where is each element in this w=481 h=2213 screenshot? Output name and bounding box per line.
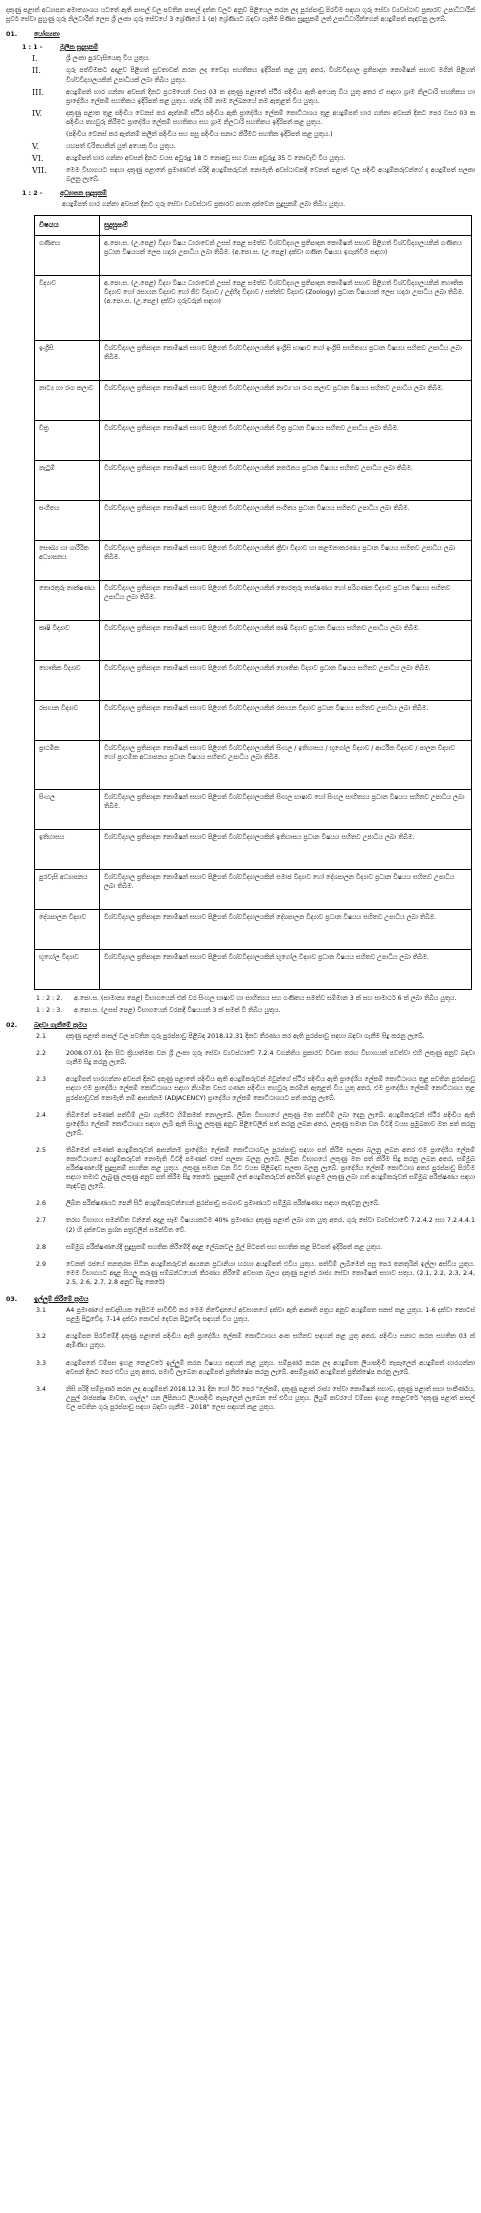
table-row — [35, 869, 472, 909]
item-text: දකුණු පළාත තුළ පදිංචිය වෙනස් කර ඇත්නම් ස්ථිර පදිංචිය ඇති ප්‍රාදේශීය ලේකම් කොට්ඨාශය තුළ අයදුම්පත් භාර ගන්නා අවසන් දිනට පෙර වසර 03 ක පදිංචිය තහවුරු කිරීමට ප්‍රාදේශීය ලේකම් සහතිකය සහ ග්‍රාම නිලධාරි සහතිකය ඉදිරිපත් කළ යුතුය. — [66, 109, 475, 126]
item-number: 2.3 — [36, 1076, 47, 1084]
qualification-cell: අ.පො.ස. (උ.පෙළ) විද්‍යා විෂය ධාරාවෙන් උසස් පෙළ සමත්ව විශ්වවිද්‍යාල ප්‍රතිපාදන කොමිෂන් සභාව පිළිගත් විශ්වවිද්‍යාලයකින් භෞතික විද්‍යාව හෝ රසායන විද්‍යාව හෝ ජීව විද්‍යාව / උද්භිද විද්‍යාව / සත්ත්ව විද්‍යාව (Zoology) ප්‍රධාන විෂයයක් ලෙස හදාරා උපාධිය ලබා තිබීම. (අ.පො.ස. (උ.පෙළ) දක්වා ගුරුවරුන් සඳහා) — [100, 275, 472, 340]
education-intro: අයදුම්පත් භාර ගන්නා අවසන් දිනට ගුරු සේවා ව්‍යවස්ථාව ප්‍රකාරව පහත දක්වෙන සුදුසුකම් ලබා තිබිය යුතුය. — [62, 200, 346, 208]
item-number: 3.3 — [36, 1359, 47, 1367]
table-header-row — [35, 215, 472, 235]
item-number — [32, 130, 66, 139]
qualification-cell: විශ්වවිද්‍යාල ප්‍රතිපාදන කොමිෂන් සභාව පිළිගත් විශ්වවිද්‍යාලයකින් ඉංග්‍රීසි භාෂාව හෝ ඉංග්‍රීසි සාහිත්‍යය ප්‍රධාන විෂයය සහිතව උපාධිය ලබා තිබීම. — [100, 340, 472, 380]
item-number: VI. — [32, 154, 44, 164]
item-number: 2.9 — [36, 1260, 47, 1268]
table-note — [36, 1006, 475, 1015]
basic-qualifications-list — [6, 54, 475, 184]
list-item — [36, 1243, 475, 1252]
item-text: වෙනත් රජයේ තනතුරක සිටින අයදුම්කරුවන් ආයතන ප්‍රධානියා හරහා අයදුම්පත් එවිය යුතුය. පත්වීම් ලැබීමෙන් පසු පෙර තනතුරින් ඉල්ලා අස්විය යුතුය. මෙම විභාගයට අදාළ සියලු කරුණු සම්බන්ධයෙන් තීරණය කිරීමේ අවසාන බලය දකුණු පළාත් රාජ්‍ය සේවා කොමිෂන් සභාව සතුය. (2.1, 2.2, 2.3, 2.4, 2.5, 2.6, 2.7, 2.8 අනුව සිදු කෙරේ) — [66, 1260, 475, 1286]
qualification-cell: විශ්වවිද්‍යාල ප්‍රතිපාදන කොමිෂන් සභාව පිළිගත් විශ්වවිද්‍යාලයකින් ක්‍රීඩා විද්‍යාව හා කළමනාකරණය ප්‍රධාන විෂයය සහිතව උපාධිය ලබා තිබීම. — [100, 540, 472, 580]
table-row — [35, 500, 472, 540]
item-number: 3.1 — [36, 1307, 47, 1315]
item-text: ගුරු පත්වීමකට අදාළව පිළිගත් සුවතාවක් කරන ලද වෛද්‍ය සහතිකය ඉදිරිපත් කළ යුතු අතර, විශ්වවිද්‍යාල ප්‍රතිපාදන කොමිෂන් සභාව මගින් පිළිගත් විශ්වවිද්‍යාලයකින් උපාධියක් ලබා තිබිය යුතුය. — [66, 67, 475, 84]
item-text: අයදුම්පත් භාරගන්නා අවසන් දිනට දකුණු පළාතේ පදිංචිය ඇති අයදුම්කරුවන් ඔවුන්ගේ ස්ථිර පදිංචිය ඇති ප්‍රාදේශීය ලේකම් කොට්ඨාශය තුළ පවතින පුරප්පාඩු සඳහා එම ප්‍රාදේශීය ලේකම් කොට්ඨාශය සඳහා නියමිත වසර ගණන පදිංචිය තහවුරු කරමින් ඇතුළත් විය යුතු අතර, එම ප්‍රාදේශීය ලේකම් කොට්ඨාශය තුළ පුරප්පාඩුවක් නොමැති නම් ආසන්නම (ADJACENCY) ප්‍රාදේශීය ලේකම් කොට්ඨාශයට පත් කරනු ලැබේ. — [66, 1076, 475, 1102]
list-item — [36, 1146, 475, 1191]
item-number: 3.2 — [36, 1333, 47, 1341]
item-number: 2.2 — [36, 1050, 47, 1058]
subject-cell: තොරතුරු තාක්ෂණය — [35, 580, 100, 620]
list-item — [32, 142, 475, 151]
subject-cell: ඉතිහාසය — [35, 829, 100, 869]
item-number: VII. — [32, 166, 47, 176]
subject-cell: සංගීතය — [35, 500, 100, 540]
item-number: 2.8 — [36, 1243, 47, 1251]
list-item — [36, 1199, 475, 1208]
subject-cell: කෘෂි විද්‍යාව — [35, 620, 100, 660]
item-text: තරඟ විභාගය සමන්විත වන්නේ අදාළ සෑම විෂයයකටම 40% ප්‍රමාණය දකුණු පළාත් ලබා ගත යුතු අතර, ගුරු සේවා ව්‍යවස්ථාවේ 7.2.4.2 සහ 7.2.4.4.1 (2) හි දක්වෙන ප්‍රශ්න පත්‍රවලින් සමන්විත වේ. — [66, 1217, 475, 1234]
qualification-cell: අ.පො.ස. (උ.පෙළ) විද්‍යා විෂය ධාරාවෙන් උසස් පෙළ සමත්ව විශ්වවිද්‍යාල ප්‍රතිපාදන කොමිෂන් සභාව පිළිගත් විශ්වවිද්‍යාලයකින් ගණිතය ප්‍රධාන විෂයයක් ලෙස හදාරා උපාධිය ලබා තිබීම. (අ.පො.ස. (උ.පෙළ) දක්වා ගණිත විෂයය ඉගැන්වීම සඳහා) — [100, 235, 472, 275]
table-row — [35, 829, 472, 869]
list-item — [32, 109, 475, 127]
item-text: අයදුම්පත් භාර ගන්නා අවසන් දිනට වයස අවුරුදු 18 ට නොඅඩු සහ වයස අවුරුදු 35 ට නොවැඩි විය යුතුය. — [66, 155, 346, 163]
qualification-cell: විශ්වවිද්‍යාල ප්‍රතිපාදන කොමිෂන් සභාව පිළිගත් විශ්වවිද්‍යාලයකින් කෘෂි විද්‍යාව ප්‍රධාන විෂයය සහිතව උපාධිය ලබා තිබීම. — [100, 620, 472, 660]
qualification-cell: විශ්වවිද්‍යාල ප්‍රතිපාදන කොමිෂන් සභාව පිළිගත් විශ්වවිද්‍යාලයකින් නාට්‍ය හා රංග කලාව ප්‍රධාන විෂයය සහිතව උපාධිය ලබා තිබීම. — [100, 380, 472, 420]
column-header-qualification: සුදුසුකම් — [100, 215, 472, 235]
item-text: ශ්‍රී ලංකා පුරවැසියෙකු විය යුතුය. — [66, 55, 151, 63]
item-number: V. — [32, 142, 39, 152]
item-number: IV. — [32, 108, 43, 118]
note-number: 1 : 2 : 3. — [36, 1006, 63, 1014]
item-number: 3.4 — [36, 1385, 47, 1393]
section-number: 02. — [6, 1021, 18, 1029]
table-row — [35, 460, 472, 500]
intro-paragraph: දකුණු පළාත් අධ්‍යාපන අමාත්‍යාංශය යටතේ ඇති පාසල් වල පවතින පාසල් දත්ත වලට අනුව පිළියෙල කරන ලද පුරප්පාඩු පිරවීම සඳහා ගුරු සේවා ව්‍යවස්ථාව ප්‍රකාරව උපාධිධාරීන් පූර්ව සේවා පුහුණු ගුරු නිලධාරීන් ලෙස ශ්‍රී ලංකා ගුරු සේවයේ 3 ශ්‍රේණියේ 1 (අ) ශ්‍රේණියට බඳවා ගැනීම පිණිස සුදුසුකම් ලත් උපාධිධාරීන්ගෙන් අයදුම්පත් කැඳවනු ලැබේ. — [6, 7, 475, 24]
item-text: අයදුම්පතේ වම්පස ඉහළ කෙළවරේ ඉල්ලුම් කරන විෂයය සඳහන් කළ යුතුය. සම්පූර්ණ කරන ලද අයදුම්පත ලියාපදිංචි තැපෑලෙන් අයදුම්පත් භාරගන්නා අවසන් දිනට පෙර එවිය යුතු අතර, පමාවී ලැබෙන අයදුම්පත් ප්‍රතික්ෂේප කරනු ලැබේ. අසම්පූර්ණ අයදුම්පත් ප්‍රතික්ෂේප කරනු ලැබේ. — [66, 1359, 475, 1376]
list-item — [36, 1385, 475, 1412]
subject-cell: විද්‍යාව — [35, 275, 100, 340]
subject-cell: ප්‍රාථමික — [35, 740, 100, 789]
item-text: තිබීමෙන් පමණක් පත්වීම් ලබා ගැනීමට හිමිකමක් නොලැබේ. ලිඛිත විභාගයේ ලකුණු මත පත්වීම් ලබා දෙනු ලැබේ. අයදුම්කරුවන් ස්ථිර පදිංචිය ඇති ප්‍රාදේශීය ලේකම් කොට්ඨාශය සඳහා ලැබී ඇති සියලු ලකුණු අනුව පිළිවෙලින් පත් කරනු ලබන අතර, ලකුණු සමාන වන විටදී වයස ප්‍රමුඛතාව මත පත් කරනු ලැබේ. — [66, 1111, 475, 1137]
list-item — [32, 66, 475, 84]
item-number: 2.1 — [36, 1033, 47, 1041]
list-item — [36, 1332, 475, 1350]
item-text: A4 ප්‍රමාණයේ කඩදාසියක දෙපිටම පාවිච්චි කර මෙම නිවේදනයේ අවසානයේ දක්වා ඇති ආකෘති පත්‍රය අනුව අයදුම්පත සකස් කළ යුතුය. 1-6 දක්වා කොටස් පළමු පිටුවේද, 7-14 දක්වා කොටස් දෙවන පිටුවේද සඳහන් විය යුතුය. — [66, 1307, 475, 1324]
item-text: 2008.07.01 දින සිට ක්‍රියාත්මක වන ශ්‍රී ලංකා ගුරු සේවා ව්‍යවස්ථාවේ 7.2.4 වගන්තිය ප්‍රකාරව විවෘත තරඟ විභාගයක් පවත්වා එහි ලකුණු අනුව බඳවා ගැනීම සිදු කරනු ලැබේ. — [66, 1050, 475, 1067]
qualification-cell: විශ්වවිද්‍යාල ප්‍රතිපාදන කොමිෂන් සභාව පිළිගත් විශ්වවිද්‍යාලයකින් සමාජ විද්‍යාව හෝ දේශපාලන විද්‍යාව ප්‍රධාන විෂයය සහිතව උපාධිය ලබා තිබීම. — [100, 869, 472, 909]
table-row — [35, 540, 472, 580]
table-row — [35, 380, 472, 420]
qualification-cell: විශ්වවිද්‍යාල ප්‍රතිපාදන කොමිෂන් සභාව පිළිගත් විශ්වවිද්‍යාලයකින් සංගීතය ප්‍රධාන විෂයය සහිතව උපාධිය ලබා තිබීම. — [100, 500, 472, 540]
table-row — [35, 340, 472, 380]
recruitment-list — [6, 1032, 475, 1287]
subsection-education-heading — [22, 189, 475, 198]
item-text: නිසි පරිදි සම්පූර්ණ කරන ලද අයදුම්පත් 2018.12.31 දින හෝ ඊට පෙර "ලේකම්, දකුණු පළාත් රාජ්‍ය සේවා කොමිෂන් සභාව, දකුණු පළාත් සභා සංකීර්ණය, උපුල් රාජපක්ෂ මාවත, ගාල්ල" යන ලිපිනයට ලියාපදිංචි තැපෑලෙන් ලැබෙන සේ එවිය යුතුය. ලියුම් කවරයේ වම්පස ඉහළ කෙළවරේ "දකුණු පළාත් පාසල් වල පවතින ගුරු පුරප්පාඩු සඳහා බඳවා ගැනීම - 2018" ලෙස සඳහන් කළ යුතුය. — [66, 1385, 475, 1411]
table-row — [35, 420, 472, 460]
section-title: යෝග්‍යතා — [34, 31, 60, 39]
note-number: 1 : 2 : 2. — [36, 994, 63, 1002]
section-number: 01. — [6, 31, 18, 39]
section-application-heading — [6, 1295, 475, 1304]
list-item — [36, 1260, 475, 1287]
subject-cell: භූගෝල විද්‍යාව — [35, 949, 100, 989]
table-row — [35, 235, 472, 275]
qualification-cell: විශ්වවිද්‍යාල ප්‍රතිපාදන කොමිෂන් සභාව පිළිගත් විශ්වවිද්‍යාලයකින් ඉතිහාසය ප්‍රධාන විෂයය සහිතව උපාධිය ලබා තිබීම. — [100, 829, 472, 869]
item-text: සම්මුඛ පරීක්ෂණයේදී සුදුසුකම් සහතික කිරීමේදී අදාළ ලේඛනවල මුල් පිටපත් සහ සහතික කළ පිටපත් ඉදිරිපත් කළ යුතුය. — [66, 1243, 383, 1251]
table-row — [35, 620, 472, 660]
item-text: අයදුම්පත් භාර ගන්නා අවසන් දිනට ප්‍රථමයෙන් වසර 03 ක දකුණු පළාතේ ස්ථිර පදිංචිය ඇති අයෙකු විය යුතු අතර ඒ සඳහා ග්‍රාම නිලධාරි සහතිකය හා ප්‍රාදේශීය ලේකම් සහතිකය ඉදිරිපත් කළ යුතුය. ඡන්ද හිමි නාම ලේඛනයේ නම ඇතුළත් විය යුතුය. — [66, 88, 475, 105]
list-item — [36, 1075, 475, 1102]
subject-cell: නැටුම් — [35, 460, 100, 500]
qualification-cell: විශ්වවිද්‍යාල ප්‍රතිපාදන කොමිෂන් සභාව පිළිගත් විශ්වවිද්‍යාලයකින් චිත්‍ර ප්‍රධාන විෂයය සහිතව උපාධිය ලබා තිබීම. — [100, 420, 472, 460]
item-number: II. — [32, 66, 41, 76]
application-list — [6, 1306, 475, 1412]
table-row — [35, 660, 472, 700]
list-item — [32, 54, 475, 63]
subsection-number: 1 : 2 - — [22, 189, 43, 197]
advertisement-page — [6, 0, 475, 1412]
subject-cell: ගණිතය — [35, 235, 100, 275]
list-item — [36, 1306, 475, 1324]
item-number: 2.6 — [36, 1200, 47, 1208]
qualification-cell: විශ්වවිද්‍යාල ප්‍රතිපාදන කොමිෂන් සභාව පිළිගත් විශ්වවිද්‍යාලයකින් තොරතුරු තාක්ෂණය හෝ පරිගණක විද්‍යාව ප්‍රධාන විෂයය සහිතව උපාධිය ලබා තිබීම. — [100, 580, 472, 620]
section-recruitment-heading — [6, 1021, 475, 1030]
subsection-basic-heading — [22, 43, 475, 52]
list-item — [32, 130, 475, 139]
qualification-cell: විශ්වවිද්‍යාල ප්‍රතිපාදන කොමිෂන් සභාව පිළිගත් විශ්වවිද්‍යාලයකින් දේශපාලන විද්‍යාව ප්‍රධාන විෂයය සහිතව උපාධිය ලබා තිබීම. — [100, 909, 472, 949]
item-number: I. — [32, 54, 38, 64]
item-text: මෙම විභාගයට සඳහා දකුණු පළාතේ ප්‍රමාණවත් පරිදි අයදුම්කරුවන් නොමැති අවස්ථාවකදී වෙනත් පළාත් වල පදිංචි අයදුම්කරුවන්ගේ ද අයදුම්පත් සලකා බලනු ලැබේ. — [66, 167, 475, 184]
list-item — [36, 1032, 475, 1041]
subject-cell: ඉංග්‍රීසි — [35, 340, 100, 380]
section-title: බඳවා ගැනීමේ ක්‍රමය — [34, 1021, 88, 1029]
item-number: 2.4 — [36, 1111, 47, 1119]
item-number: III. — [32, 87, 45, 97]
table-row — [35, 949, 472, 989]
qualifications-table — [34, 215, 472, 990]
list-item — [36, 1111, 475, 1138]
table-row — [35, 740, 472, 789]
item-text: (පදිංචිය වෙනස් කර ඇත්නම් කලින් පදිංචිය සහ පසු පදිංචිය සනාථ කිරීමට සහතික ඉදිරිපත් කළ යුතුය.) — [66, 131, 333, 139]
item-number: 2.5 — [36, 1146, 47, 1154]
table-row — [35, 789, 472, 829]
qualification-cell: විශ්වවිද්‍යාල ප්‍රතිපාදන කොමිෂන් සභාව පිළිගත් විශ්වවිද්‍යාලයකින් සිංහල / ඉතිහාසය / භූගෝල විද්‍යාව / ආර්ථික විද්‍යාව / පාලන විද්‍යාව හෝ ප්‍රාථමික අධ්‍යාපනය ප්‍රධාන විෂයය සහිතව උපාධිය ලබා තිබීම. — [100, 740, 472, 789]
subsection-number: 1 : 1 - — [22, 44, 43, 52]
qualification-cell: විශ්වවිද්‍යාල ප්‍රතිපාදන කොමිෂන් සභාව පිළිගත් විශ්වවිද්‍යාලයකින් භෞතික විද්‍යාව ප්‍රධාන විෂයය සහිතව උපාධිය ලබා තිබීම. — [100, 660, 472, 700]
subject-cell: භෞතික විද්‍යාව — [35, 660, 100, 700]
qualification-cell: විශ්වවිද්‍යාල ප්‍රතිපාදන කොමිෂන් සභාව පිළිගත් විශ්වවිද්‍යාලයකින් නර්තනය ප්‍රධාන විෂයය සහිතව උපාධිය ලබා තිබීම. — [100, 460, 472, 500]
column-header-subject: විෂයය — [35, 215, 100, 235]
subject-cell: චිත්‍ර — [35, 420, 100, 460]
subject-cell: සිංහල — [35, 789, 100, 829]
table-row — [35, 700, 472, 740]
table-row — [35, 275, 472, 340]
subsection-title: මූලික සුදුසුකම් — [60, 44, 99, 52]
subject-cell: නාට්‍ය හා රංග කලාව — [35, 380, 100, 420]
table-row — [35, 580, 472, 620]
item-number: 2.7 — [36, 1217, 47, 1225]
qualification-cell: විශ්වවිද්‍යාල ප්‍රතිපාදන කොමිෂන් සභාව පිළිගත් විශ්වවිද්‍යාලයකින් සිංහල භාෂාව හෝ සිංහල සාහිත්‍යය ප්‍රධාන විෂයය සහිතව උපාධිය ලබා තිබීම. — [100, 789, 472, 829]
section-title: ඉල්ලුම් කිරීමේ ක්‍රමය — [34, 1296, 89, 1304]
qualification-cell: විශ්වවිද්‍යාල ප්‍රතිපාදන කොමිෂන් සභාව පිළිගත් විශ්වවිද්‍යාලයකින් භූගෝල විද්‍යාව ප්‍රධාන විෂයය සහිතව උපාධිය ලබා තිබීම. — [100, 949, 472, 989]
section-number: 03. — [6, 1296, 18, 1304]
list-item — [32, 88, 475, 106]
table-note — [36, 994, 475, 1003]
list-item — [36, 1049, 475, 1067]
section-eligibility-heading — [6, 30, 475, 39]
list-item — [36, 1359, 475, 1377]
subject-cell: දේශපාලන විද්‍යාව — [35, 909, 100, 949]
list-item — [32, 154, 475, 163]
item-text: අයදුම්පත පිරවීමේදී දකුණු පළාතේ පදිංචිය ඇති ප්‍රාදේශීය ලේකම් කොට්ඨාශය අංක සහිතව සඳහන් කළ යුතු අතර, පදිංචිය සනාථ කරන සහතික 03 ක් ඇමිණිය යුතුය. — [66, 1333, 475, 1350]
item-text: යහපත් චරිතයකින් යුත් අයෙකු විය යුතුය. — [66, 143, 176, 151]
qualification-cell: විශ්වවිද්‍යාල ප්‍රතිපාදන කොමිෂන් සභාව පිළිගත් විශ්වවිද්‍යාලයකින් රසායන විද්‍යාව ප්‍රධාන විෂයය සහිතව උපාධිය ලබා තිබීම. — [100, 700, 472, 740]
subsection-title: අධ්‍යාපන සුදුසුකම් — [60, 189, 107, 197]
note-text: අ.පො.ස. (උසස් පෙළ) විභාගයෙන් වරකදී විෂයයන් 3 ක් සමත් වී තිබිය යුතුය. — [74, 1006, 281, 1014]
subject-cell: රසායන විද්‍යාව — [35, 700, 100, 740]
item-text: දකුණු පළාත් පාසල් වල පවතින ගුරු පුරප්පාඩු පිළිබඳ 2018.12.31 දිනට තීරණය කර ඇති පුරප්පාඩු සඳහා බඳවා ගැනීම සිදු කරනු ලැබේ. — [66, 1033, 425, 1041]
list-item — [32, 166, 475, 184]
list-item — [36, 1216, 475, 1234]
note-text: අ.පො.ස. (සාමාන්‍ය පෙළ) විභාගයෙන් එක් වර සිංහල භාෂාව හා සාහිත්‍යය සහ ගණිතය සමත්ව සම්මාන 3 ක් සහ සාමාර්ථ 6 ක් ලබා තිබිය යුතුය. — [74, 994, 457, 1002]
table-row — [35, 909, 472, 949]
subject-cell: පුරවැසි අධ්‍යාපනය — [35, 869, 100, 909]
item-text: ලිඛිත පරීක්ෂණයට පෙනී සිටි අයදුම්කරුවන්ගෙන් පුරප්පාඩු සංඛ්‍යාව ප්‍රමාණයට සම්මුඛ පරීක්ෂණය සඳහා කැඳවනු ලැබේ. — [66, 1200, 381, 1208]
item-text: තිබීමෙන් පමණක් අයදුම්කරුවන් ආසන්නම ප්‍රාදේශීය ලේකම් කොට්ඨාශවල පුරප්පාඩු සඳහා පත් කිරීම සලකා බලනු ලබන අතර එම ප්‍රාදේශීය ලේකම් කොට්ඨාශයේ අයදුම්කරුවන් නොමැති විටදී පමණක් එසේ සලකා බලනු ලැබේ. ලිඛිත විභාගයේ ලකුණු මත පත් කිරීම සිදු කරනු ලබන අතර, සම්මුඛ පරීක්ෂණයේදී සුදුසුකම් සහතික කළ යුතුය. ලකුණු සමාන වන විට වයස පිළිබඳව සලකා බලනු ලැබේ. ප්‍රාදේශීය ලේකම් කොට්ඨාශ අතර පුරප්පාඩු පිරවීම සඳහා තමාට ලැබුණු ලකුණු අනුව පත් කිරීම සිදු කෙරේ. සුදුසුකම් ලත් අයදුම්කරුවන් අතරින් ඉහළම ලකුණු ලබා ගත් අයදුම්කරුවන් සම්මුඛ පරීක්ෂණය සඳහා කැඳවනු ලැබේ. — [66, 1146, 475, 1191]
subject-cell: සෞඛ්‍ය හා ශාරීරික අධ්‍යාපනය — [35, 540, 100, 580]
